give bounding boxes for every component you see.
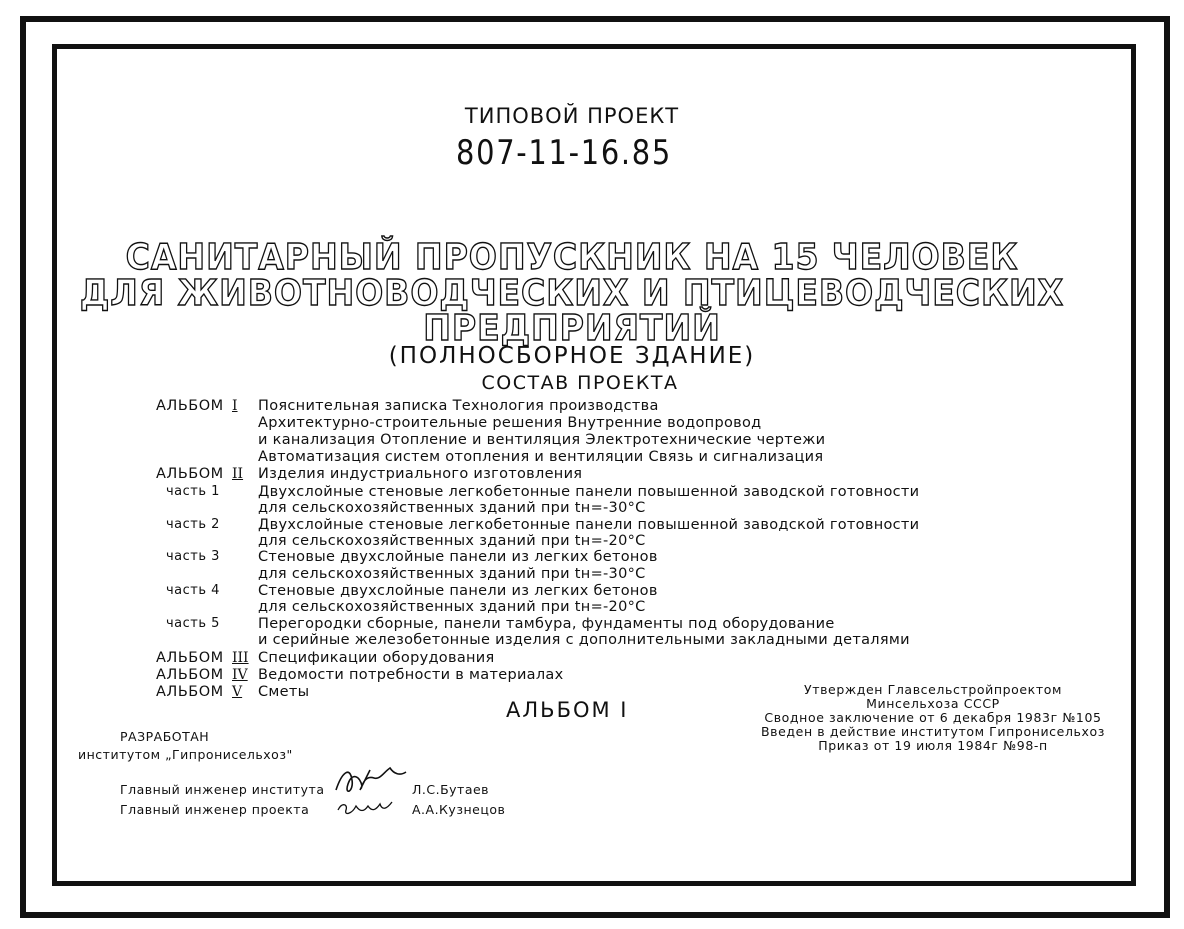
row-text: Изделия индустриального изготовления [258,466,583,482]
approval-line-2: Минсельхоза СССР [866,696,1000,711]
signatory-role-1: Главный инженер института [120,782,325,797]
list-item [0,432,1184,448]
list-item [0,667,1184,683]
row-roman: I [232,398,238,414]
list-item [0,533,1184,549]
list-item [0,517,1184,533]
row-text: Пояснительная записка Технология производства [258,398,659,414]
row-text: Двухслойные стеновые легкобетонные панели повышенной заводской готовности [258,517,920,533]
project-label: ТИПОВОЙ ПРОЕКТ [464,104,680,128]
row-label: АЛЬБОМ [156,398,224,414]
list-item [0,415,1184,431]
signatory-name-1: Л.С.Бутаев [412,782,490,797]
row-roman: II [232,466,244,482]
title-line-3: ПРЕДПРИЯТИЙ [423,308,721,349]
list-item [0,632,1184,648]
row-text: Спецификации оборудования [258,650,495,666]
developer-line-2: институтом „Гипронисельхоз" [78,747,293,762]
title-subtitle: (ПОЛНОСБОРНОЕ ЗДАНИЕ) [388,343,756,369]
row-label: часть 4 [166,583,220,598]
list-item [0,650,1184,666]
list-item [0,500,1184,516]
signatory-name-2: А.А.Кузнецов [412,802,506,817]
approval-line-3: Сводное заключение от 6 декабря 1983г №105 [764,710,1102,725]
list-item [0,398,1184,414]
developer-line-1: РАЗРАБОТАН [120,729,210,744]
title-line-2: ДЛЯ ЖИВОТНОВОДЧЕСКИХ И ПТИЦЕВОДЧЕСКИХ [79,273,1065,314]
row-text: Стеновые двухслойные панели из легких бетонов [258,583,658,599]
row-text: для сельскохозяйственных зданий при tн=-20°С [258,599,646,615]
row-text: Ведомости потребности в материалах [258,667,564,683]
list-item [0,616,1184,632]
row-label: часть 5 [166,616,220,631]
list-item [0,449,1184,465]
row-text: Автоматизация систем отопления и вентиляции Связь и сигнализация [258,449,824,465]
row-text: Архитектурно-строительные решения Внутренние водопровод [258,415,762,431]
approval-line-4: Введен в действие институтом Гипронисельхоз [760,724,1105,739]
row-label: АЛЬБОМ [156,650,224,666]
list-item [0,466,1184,482]
row-text: для сельскохозяйственных зданий при tн=-20°С [258,533,646,549]
row-text: и канализация Отопление и вентиляция Электротехнические чертежи [258,432,826,448]
row-label: АЛЬБОМ [156,667,224,683]
composition-heading: СОСТАВ ПРОЕКТА [481,372,679,394]
row-roman: IV [232,667,248,683]
signature-2 [336,796,396,820]
project-number: 807-11-16.85 [456,133,672,173]
row-label: АЛЬБОМ [156,684,224,700]
row-label: часть 1 [166,484,220,499]
list-item [0,549,1184,565]
row-text: Перегородки сборные, панели тамбура, фундаменты под оборудование [258,616,835,632]
title-line-1: САНИТАРНЫЙ ПРОПУСКНИК НА 15 ЧЕЛОВЕК [125,237,1019,278]
list-item [0,484,1184,500]
row-text: Стеновые двухслойные панели из легких бетонов [258,549,658,565]
row-text: Двухслойные стеновые легкобетонные панели повышенной заводской готовности [258,484,920,500]
row-text: для сельскохозяйственных зданий при tн=-30°С [258,566,646,582]
row-text: Сметы [258,684,310,700]
approval-line-1: Утвержден Главсельстройпроектом [803,682,1062,697]
row-roman: V [232,684,243,700]
signatory-role-2: Главный инженер проекта [120,802,310,817]
list-item [0,566,1184,582]
row-label: АЛЬБОМ [156,466,224,482]
row-roman: III [232,650,249,666]
row-text: для сельскохозяйственных зданий при tн=-30°С [258,500,646,516]
current-album: АЛЬБОМ I [506,698,629,722]
list-item [0,583,1184,599]
row-text: и серийные железобетонные изделия с дополнительными закладными деталями [258,632,910,648]
row-label: часть 3 [166,549,220,564]
list-item [0,599,1184,615]
approval-line-5: Приказ от 19 июля 1984г №98-п [818,738,1048,753]
row-label: часть 2 [166,517,220,532]
